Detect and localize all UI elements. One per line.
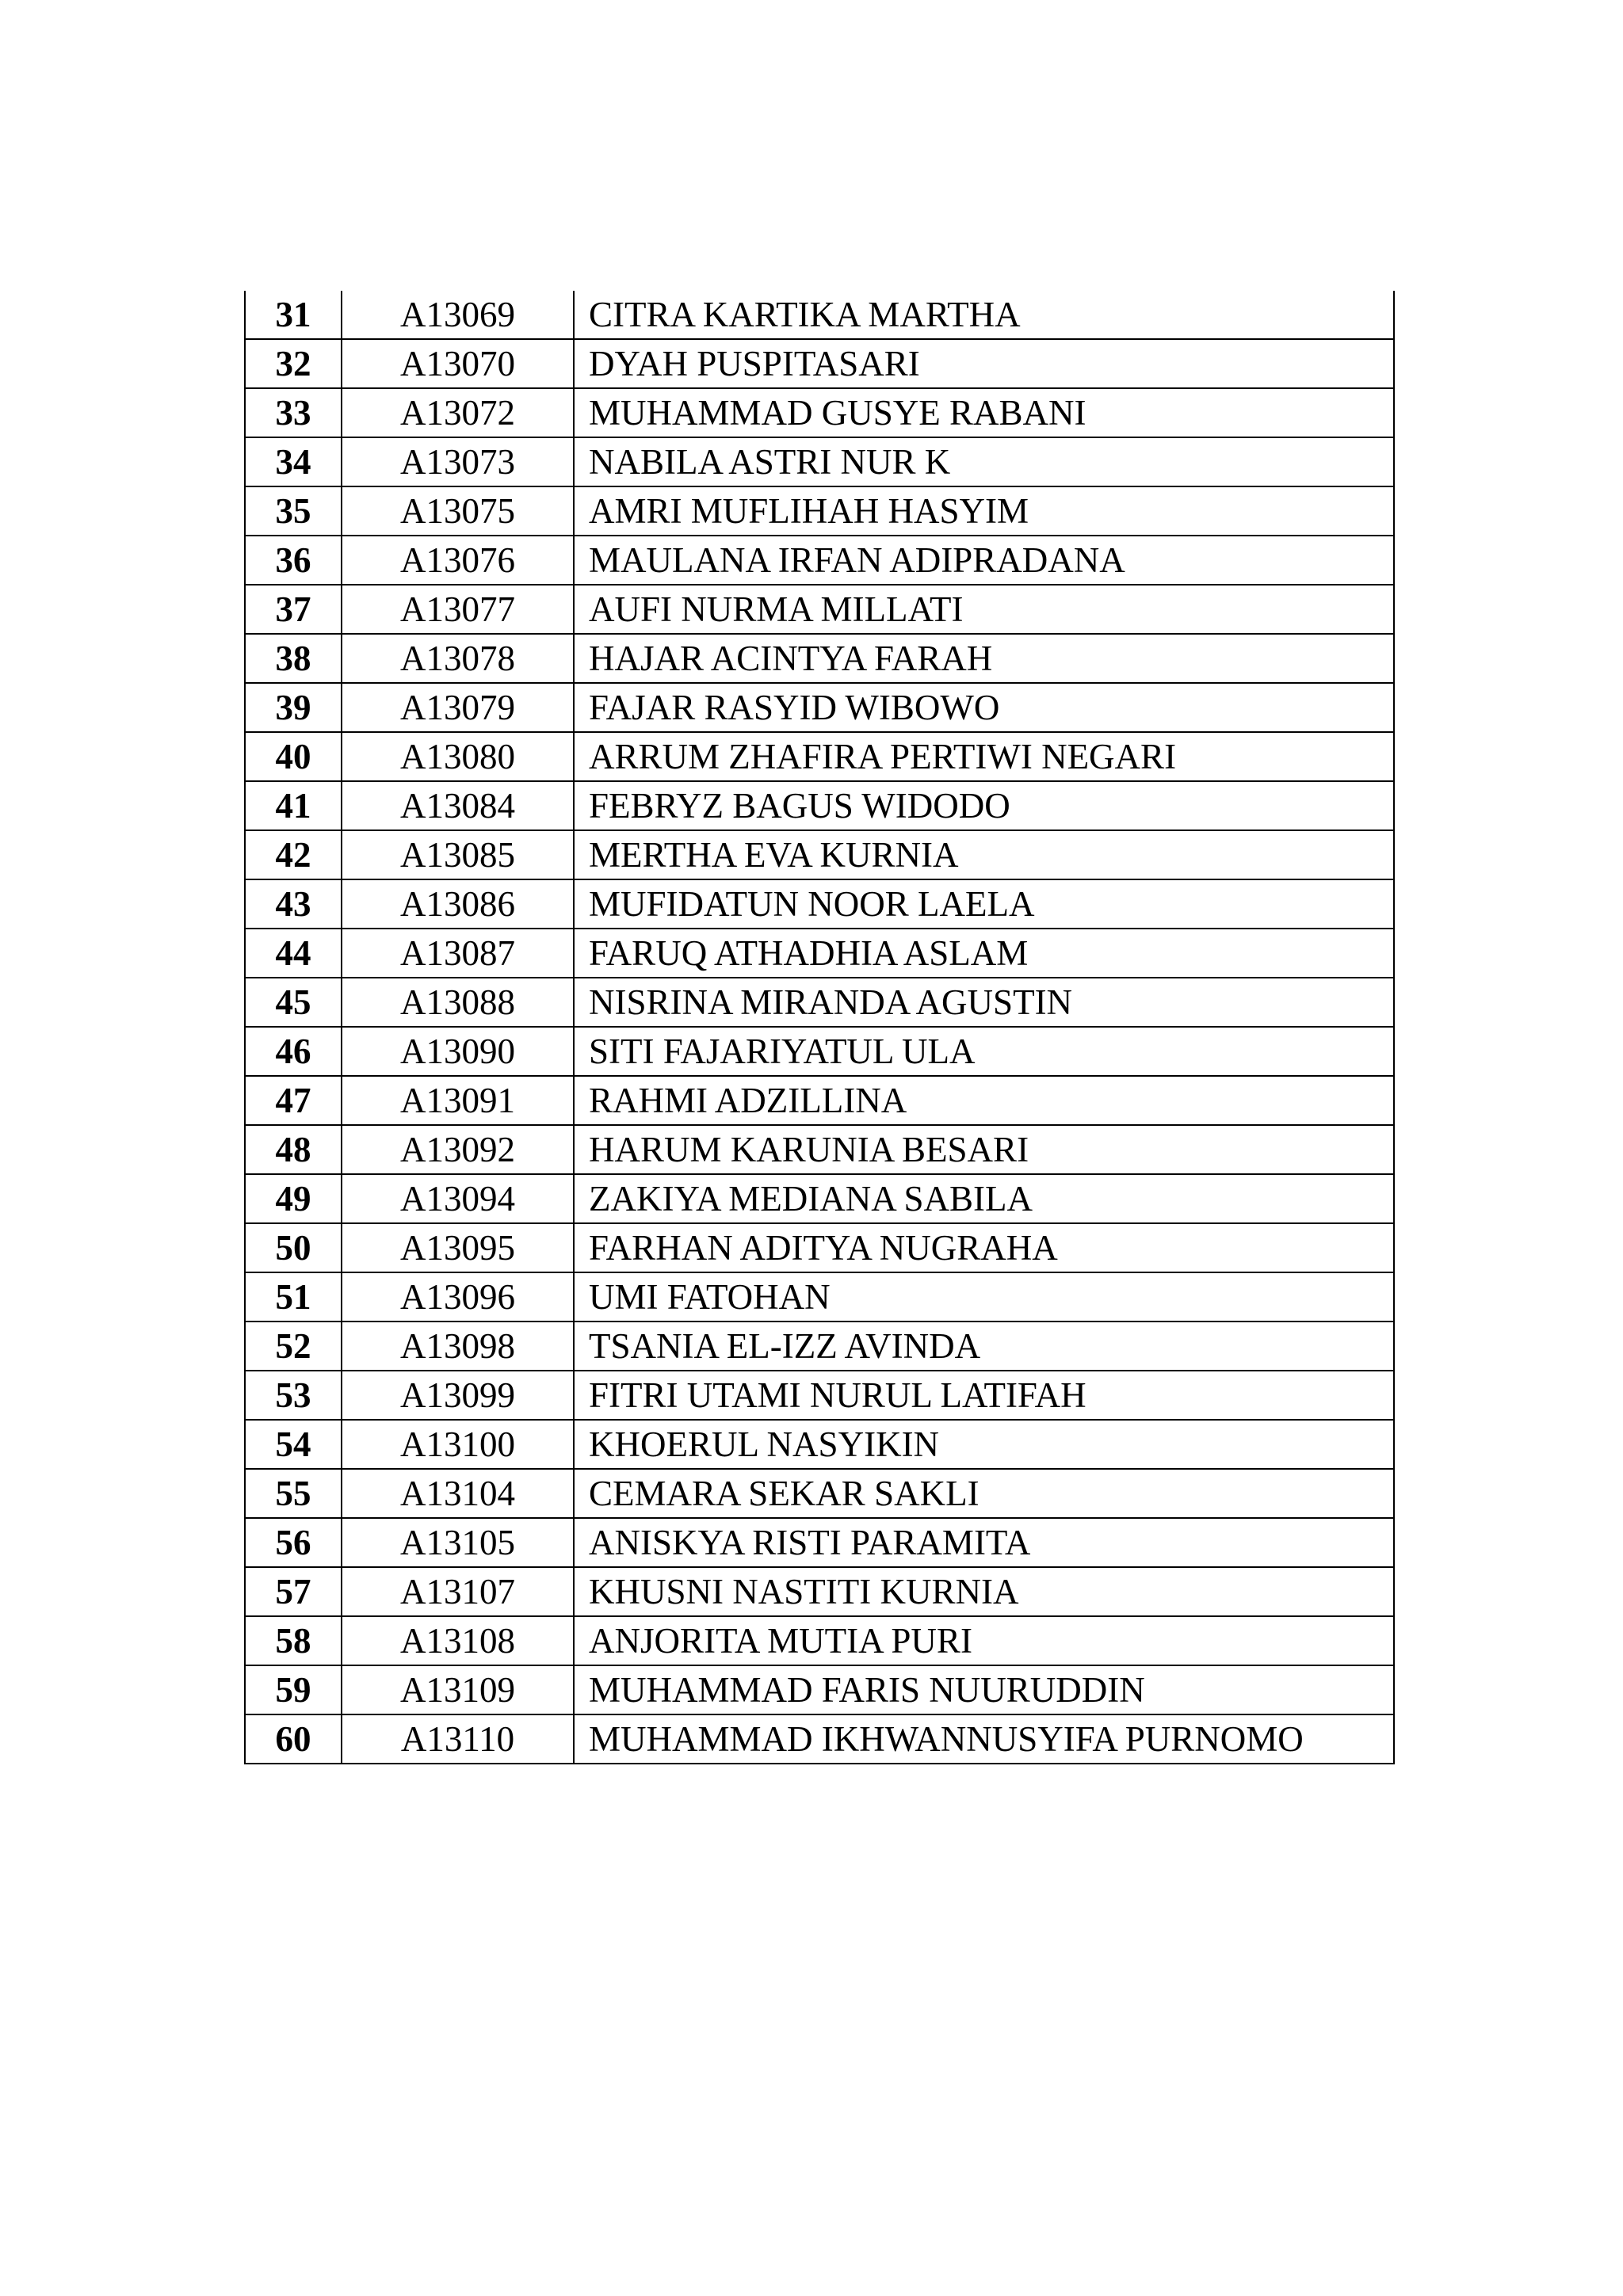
table-row <box>245 929 1394 978</box>
student-id-cell: A13092 <box>342 1125 574 1174</box>
row-number-cell: 53 <box>245 1371 342 1420</box>
student-id-cell: A13100 <box>342 1420 574 1469</box>
student-name-cell: MERTHA EVA KURNIA <box>574 830 1394 879</box>
row-number-cell: 38 <box>245 634 342 683</box>
row-number-cell: 42 <box>245 830 342 879</box>
table-row <box>245 1420 1394 1469</box>
student-name-cell: NISRINA MIRANDA AGUSTIN <box>574 978 1394 1027</box>
student-id-cell: A13096 <box>342 1272 574 1322</box>
table-row <box>245 486 1394 536</box>
row-number-cell: 48 <box>245 1125 342 1174</box>
table-row <box>245 781 1394 830</box>
student-id-cell: A13086 <box>342 879 574 929</box>
table-row <box>245 1272 1394 1322</box>
table-row <box>245 732 1394 781</box>
student-name-cell: CITRA KARTIKA MARTHA <box>574 291 1394 339</box>
table-row <box>245 291 1394 339</box>
row-number-cell: 47 <box>245 1076 342 1125</box>
row-number-cell: 50 <box>245 1223 342 1272</box>
student-id-cell: A13104 <box>342 1469 574 1518</box>
table-row <box>245 830 1394 879</box>
row-number-cell: 35 <box>245 486 342 536</box>
student-name-cell: MUFIDATUN NOOR LAELA <box>574 879 1394 929</box>
row-number-cell: 43 <box>245 879 342 929</box>
row-number-cell: 54 <box>245 1420 342 1469</box>
student-name-cell: HARUM KARUNIA BESARI <box>574 1125 1394 1174</box>
student-id-cell: A13073 <box>342 437 574 486</box>
table-row <box>245 683 1394 732</box>
student-name-cell: DYAH PUSPITASARI <box>574 339 1394 388</box>
student-name-cell: SITI FAJARIYATUL ULA <box>574 1027 1394 1076</box>
student-id-cell: A13099 <box>342 1371 574 1420</box>
row-number-cell: 37 <box>245 585 342 634</box>
row-number-cell: 59 <box>245 1665 342 1714</box>
table-row <box>245 1371 1394 1420</box>
table-row <box>245 1665 1394 1714</box>
student-id-cell: A13094 <box>342 1174 574 1223</box>
row-number-cell: 39 <box>245 683 342 732</box>
student-name-cell: MUHAMMAD FARIS NUURUDDIN <box>574 1665 1394 1714</box>
row-number-cell: 51 <box>245 1272 342 1322</box>
student-id-cell: A13085 <box>342 830 574 879</box>
student-name-cell: HAJAR ACINTYA FARAH <box>574 634 1394 683</box>
student-id-cell: A13077 <box>342 585 574 634</box>
student-list-body <box>245 291 1394 1764</box>
student-id-cell: A13095 <box>342 1223 574 1272</box>
row-number-cell: 56 <box>245 1518 342 1567</box>
table-row <box>245 978 1394 1027</box>
table-row <box>245 1567 1394 1616</box>
student-id-cell: A13091 <box>342 1076 574 1125</box>
student-id-cell: A13105 <box>342 1518 574 1567</box>
student-name-cell: FARUQ ATHADHIA ASLAM <box>574 929 1394 978</box>
student-name-cell: ZAKIYA MEDIANA SABILA <box>574 1174 1394 1223</box>
table-row <box>245 1174 1394 1223</box>
student-id-cell: A13084 <box>342 781 574 830</box>
table-row <box>245 1223 1394 1272</box>
student-name-cell: FEBRYZ BAGUS WIDODO <box>574 781 1394 830</box>
row-number-cell: 52 <box>245 1322 342 1371</box>
row-number-cell: 46 <box>245 1027 342 1076</box>
row-number-cell: 40 <box>245 732 342 781</box>
student-name-cell: ARRUM ZHAFIRA PERTIWI NEGARI <box>574 732 1394 781</box>
student-name-cell: FARHAN ADITYA NUGRAHA <box>574 1223 1394 1272</box>
table-row <box>245 879 1394 929</box>
student-id-cell: A13110 <box>342 1714 574 1764</box>
student-id-cell: A13088 <box>342 978 574 1027</box>
row-number-cell: 45 <box>245 978 342 1027</box>
table-row <box>245 1125 1394 1174</box>
row-number-cell: 31 <box>245 291 342 339</box>
row-number-cell: 32 <box>245 339 342 388</box>
student-name-cell: KHOERUL NASYIKIN <box>574 1420 1394 1469</box>
table-row <box>245 634 1394 683</box>
table-row <box>245 339 1394 388</box>
row-number-cell: 34 <box>245 437 342 486</box>
student-id-cell: A13069 <box>342 291 574 339</box>
student-id-cell: A13072 <box>342 388 574 437</box>
row-number-cell: 44 <box>245 929 342 978</box>
row-number-cell: 36 <box>245 536 342 585</box>
student-id-cell: A13090 <box>342 1027 574 1076</box>
table-row <box>245 1616 1394 1665</box>
student-id-cell: A13087 <box>342 929 574 978</box>
student-id-cell: A13107 <box>342 1567 574 1616</box>
student-name-cell: TSANIA EL-IZZ AVINDA <box>574 1322 1394 1371</box>
student-name-cell: ANISKYA RISTI PARAMITA <box>574 1518 1394 1567</box>
row-number-cell: 57 <box>245 1567 342 1616</box>
student-name-cell: CEMARA SEKAR SAKLI <box>574 1469 1394 1518</box>
table-row <box>245 1076 1394 1125</box>
table-row <box>245 536 1394 585</box>
student-id-cell: A13078 <box>342 634 574 683</box>
student-name-cell: MAULANA IRFAN ADIPRADANA <box>574 536 1394 585</box>
table-row <box>245 1322 1394 1371</box>
student-id-cell: A13109 <box>342 1665 574 1714</box>
student-name-cell: RAHMI ADZILLINA <box>574 1076 1394 1125</box>
table-row <box>245 1518 1394 1567</box>
row-number-cell: 55 <box>245 1469 342 1518</box>
table-row <box>245 585 1394 634</box>
row-number-cell: 58 <box>245 1616 342 1665</box>
table-row <box>245 437 1394 486</box>
student-id-cell: A13108 <box>342 1616 574 1665</box>
student-name-cell: FAJAR RASYID WIBOWO <box>574 683 1394 732</box>
student-id-cell: A13075 <box>342 486 574 536</box>
student-id-cell: A13080 <box>342 732 574 781</box>
student-name-cell: FITRI UTAMI NURUL LATIFAH <box>574 1371 1394 1420</box>
student-list-table <box>244 291 1395 1764</box>
row-number-cell: 49 <box>245 1174 342 1223</box>
student-name-cell: MUHAMMAD IKHWANNUSYIFA PURNOMO <box>574 1714 1394 1764</box>
student-id-cell: A13070 <box>342 339 574 388</box>
table-row <box>245 388 1394 437</box>
student-name-cell: NABILA ASTRI NUR K <box>574 437 1394 486</box>
student-id-cell: A13076 <box>342 536 574 585</box>
student-id-cell: A13079 <box>342 683 574 732</box>
table-row <box>245 1714 1394 1764</box>
student-name-cell: AUFI NURMA MILLATI <box>574 585 1394 634</box>
student-name-cell: MUHAMMAD GUSYE RABANI <box>574 388 1394 437</box>
row-number-cell: 33 <box>245 388 342 437</box>
student-name-cell: ANJORITA MUTIA PURI <box>574 1616 1394 1665</box>
student-name-cell: UMI FATOHAN <box>574 1272 1394 1322</box>
student-name-cell: KHUSNI NASTITI KURNIA <box>574 1567 1394 1616</box>
table-row <box>245 1469 1394 1518</box>
student-name-cell: AMRI MUFLIHAH HASYIM <box>574 486 1394 536</box>
table-row <box>245 1027 1394 1076</box>
row-number-cell: 60 <box>245 1714 342 1764</box>
student-id-cell: A13098 <box>342 1322 574 1371</box>
row-number-cell: 41 <box>245 781 342 830</box>
